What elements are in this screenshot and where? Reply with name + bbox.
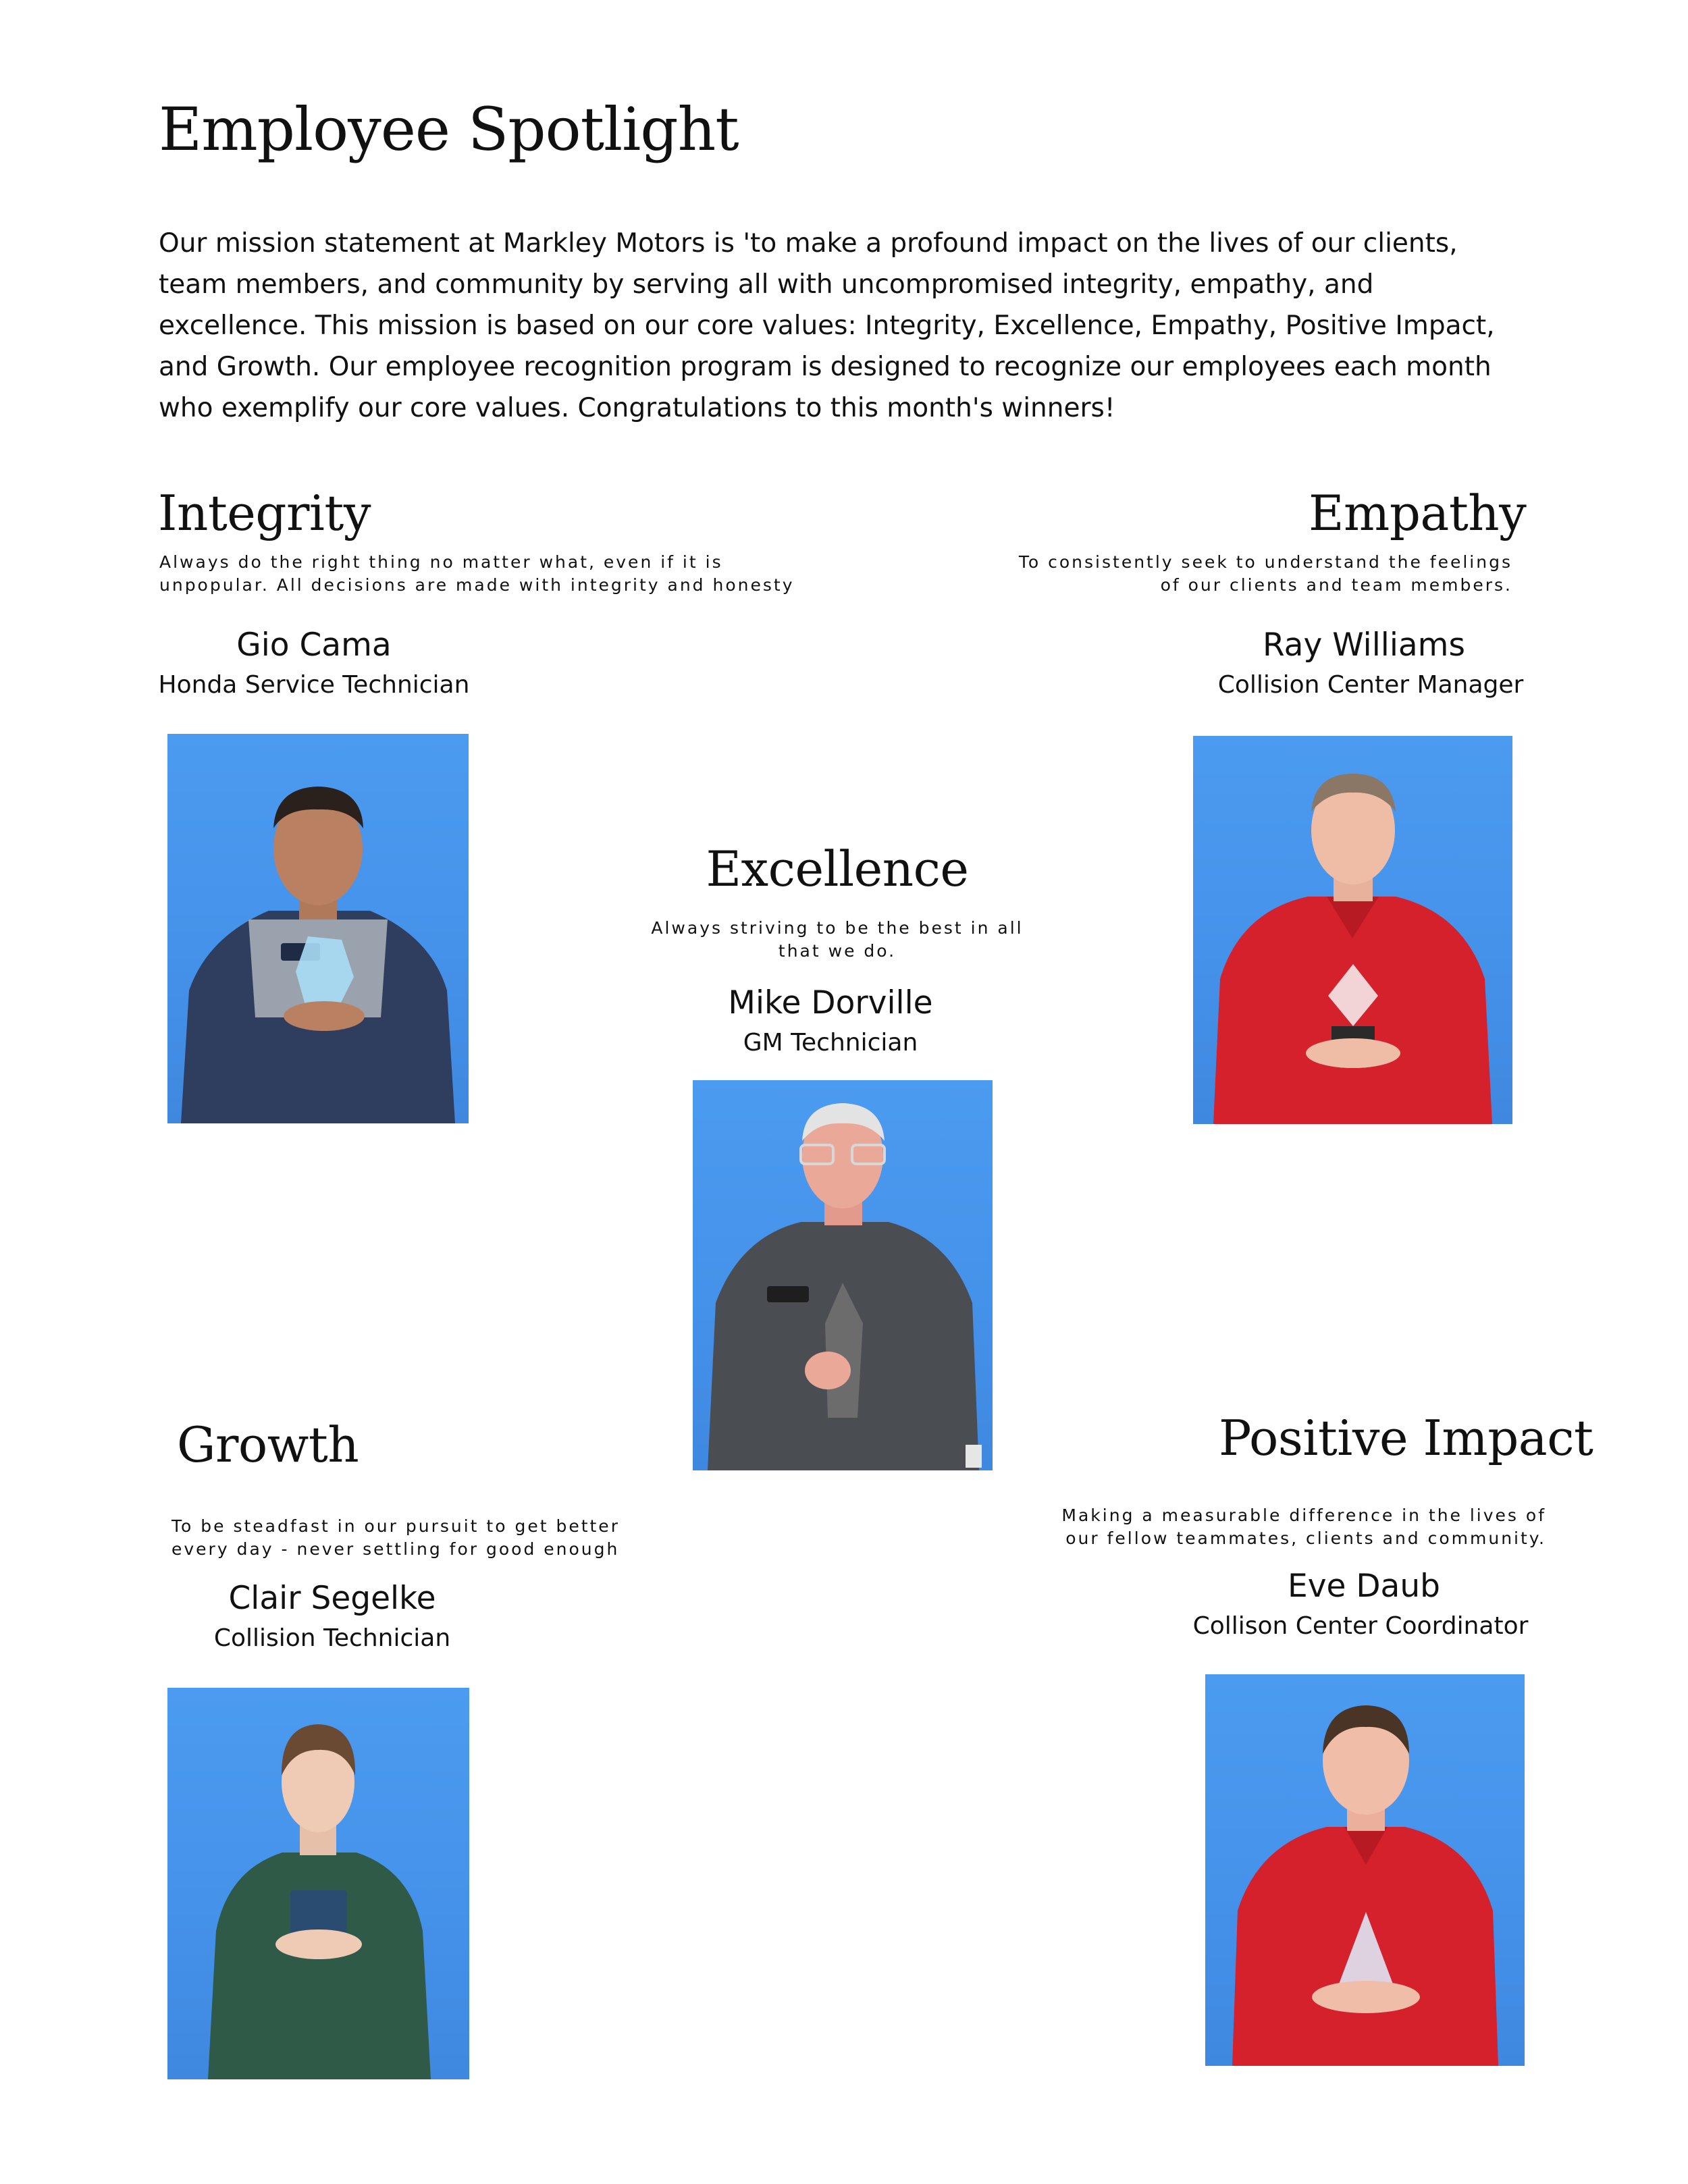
integrity-description bbox=[159, 551, 835, 597]
growth-employee-photo bbox=[167, 1688, 469, 2079]
positive-impact-title: Positive Impact bbox=[1219, 1410, 1593, 1466]
empathy-employee-name: Ray Williams bbox=[1263, 627, 1465, 664]
integrity-desc-line: Always do the right thing no matter what, even if it is bbox=[159, 552, 723, 572]
positive-impact-employee-role: Collison Center Coordinator bbox=[1192, 1612, 1529, 1640]
excellence-desc-line: Always striving to be the best in all bbox=[651, 918, 1024, 938]
integrity-title: Integrity bbox=[158, 485, 371, 541]
integrity-desc-line: unpopular. All decisions are made with integrity and honesty bbox=[159, 575, 795, 595]
empathy-employee-role: Collision Center Manager bbox=[1217, 671, 1524, 699]
positive-impact-desc-line: Making a measurable difference in the lives of bbox=[1061, 1506, 1546, 1525]
growth-desc-line: To be steadfast in our pursuit to get better bbox=[172, 1516, 620, 1536]
excellence-description bbox=[608, 917, 1067, 963]
positive-impact-desc-line: our fellow teammates, clients and community. bbox=[1065, 1528, 1546, 1548]
growth-title: Growth bbox=[177, 1416, 359, 1473]
growth-employee-name: Clair Segelke bbox=[228, 1580, 436, 1617]
growth-description bbox=[172, 1515, 779, 1561]
excellence-employee-photo bbox=[693, 1080, 993, 1470]
excellence-employee-name: Mike Dorville bbox=[728, 984, 933, 1021]
integrity-employee-photo bbox=[167, 734, 469, 1123]
mission-statement: Our mission statement at Markley Motors is 'to make a profound impact on the lives of our clients, team members, and community by serving all with uncompromised integrity, empathy, and excellence. This mission is based on our core values: Integrity, Excellence, Empathy, Positive Impact, and Growth. Our employee recognition program is designed to recognize our employees each month who exemplify our core values. Congratulations to this month's winners! bbox=[159, 228, 1495, 423]
integrity-employee-name: Gio Cama bbox=[236, 627, 392, 664]
positive-impact-employee-name: Eve Daub bbox=[1288, 1568, 1440, 1605]
excellence-employee-role: GM Technician bbox=[743, 1029, 918, 1057]
excellence-desc-line: that we do. bbox=[778, 941, 897, 961]
page-title: Employee Spotlight bbox=[159, 95, 739, 164]
positive-impact-employee-photo bbox=[1205, 1674, 1525, 2066]
empathy-desc-line: To consistently seek to understand the feelings bbox=[1018, 552, 1512, 572]
integrity-employee-role: Honda Service Technician bbox=[158, 671, 470, 699]
empathy-employee-photo bbox=[1193, 736, 1512, 1124]
growth-employee-role: Collision Technician bbox=[213, 1624, 451, 1652]
excellence-title: Excellence bbox=[706, 841, 969, 897]
positive-impact-description bbox=[871, 1504, 1546, 1550]
empathy-description bbox=[837, 551, 1512, 597]
empathy-desc-line: of our clients and team members. bbox=[1160, 575, 1512, 595]
empathy-title: Empathy bbox=[1309, 485, 1527, 541]
growth-desc-line: every day - never settling for good enough bbox=[172, 1539, 620, 1559]
